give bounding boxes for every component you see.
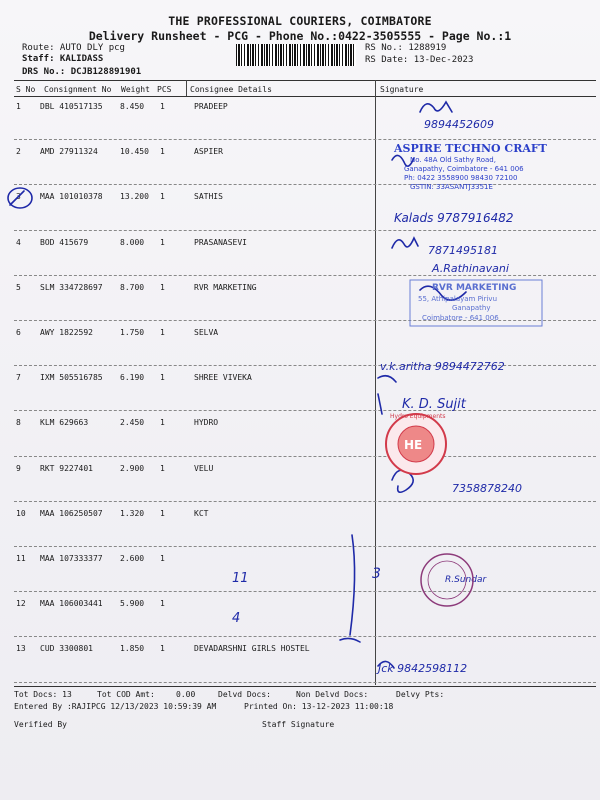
verified-by: Verified By (14, 720, 67, 729)
row-consignee: ASPIER (194, 147, 223, 157)
row-sno: 3 (16, 192, 21, 202)
handwriting-row13: Jck 9842598112 (378, 662, 468, 675)
row-weight: 8.450 (120, 102, 145, 111)
col-consignment: Consignment No (44, 85, 112, 94)
row-consignment-no: CUD 3300801 (40, 644, 93, 654)
row-sno: 10 (16, 508, 26, 518)
mark-eleven: 11 (232, 571, 249, 586)
row-sno: 11 (16, 554, 26, 563)
col-weight: Weight (121, 85, 150, 94)
row-consignee: SATHIS (194, 192, 223, 202)
hydro-stamp (386, 413, 446, 474)
row-sno: 1 (16, 102, 21, 111)
row-consignment-no: SLM 334728697 (40, 282, 103, 292)
handwriting-row7: v.k.aritha 9894472762 (380, 360, 505, 373)
row-weight: 13.200 (120, 192, 149, 202)
row-weight: 1.750 (120, 328, 145, 337)
row-consignment-no: MAA 106003441 (40, 599, 103, 609)
circle-mark-row3 (8, 188, 32, 208)
col-consignee: Consignee Details (190, 85, 272, 94)
row-sno: 9 (16, 463, 21, 473)
row-consignment-no: MAA 101010378 (40, 192, 103, 202)
hydro-stamp-text: Hydro Equipments (390, 413, 446, 420)
total-docs: Tot Docs: 13 (14, 690, 72, 699)
row-weight: 1.320 (120, 508, 145, 518)
row-consignee: VELU (194, 463, 214, 473)
row-sno: 7 (16, 373, 21, 383)
row-consignment-no: RKT 9227401 (40, 463, 93, 473)
aspire-stamp-line4: GSTIN: 33ASANTJ3351E (410, 183, 493, 191)
row-weight: 5.900 (120, 599, 145, 609)
printed-on: Printed On: 13-12-2023 11:00:18 (244, 702, 394, 711)
row-weight: 2.600 (120, 554, 145, 563)
row-consignment-no: IXM 505516785 (40, 373, 103, 383)
delivery-points: Delvy Pts: (396, 690, 445, 699)
row-pcs: 1 (160, 554, 165, 563)
row-sno: 4 (16, 237, 21, 247)
row-pcs: 1 (160, 463, 165, 473)
route-label: Route: AUTO DLY pcg (22, 43, 125, 53)
company-title: THE PROFESSIONAL COURIERS, COIMBATORE (168, 14, 432, 28)
row-consignee: PRADEEP (194, 102, 228, 111)
row-pcs: 1 (160, 373, 165, 383)
row-weight: 8.700 (120, 282, 145, 292)
entered-by: Entered By :RAJIPCG 12/13/2023 10:59:39 AM (14, 702, 217, 711)
col-signature: Signature (380, 85, 424, 94)
staff-label: Staff: KALIDASS (22, 54, 104, 64)
row-consignment-no: MAA 106250507 (40, 508, 103, 518)
col-sno: S No (16, 85, 36, 94)
row-weight: 1.850 (120, 644, 145, 654)
row-consignment-no: MAA 107333377 (40, 554, 103, 563)
row-consignment-no: BOD 415679 (40, 237, 89, 247)
total-cod-value: 0.00 (176, 690, 196, 699)
delivered-docs: Delvd Docs: (218, 690, 271, 699)
drs-number: DRS No.: DCJB128891901 (22, 67, 142, 77)
handwriting-row9: 7358878240 (452, 482, 522, 495)
aspire-stamp-line1: No. 48A Old Sathy Road, (410, 156, 496, 164)
row-weight: 10.450 (120, 147, 149, 157)
col-pcs: PCS (157, 85, 172, 94)
aspire-stamp-line3: Ph: 0422 3558900 98430 72100 (404, 174, 518, 182)
bracket-mark (350, 535, 355, 635)
row-consignment-no: AWY 1822592 (40, 328, 93, 337)
rs-date: RS Date: 13-Dec-2023 (365, 55, 474, 65)
non-delivered-docs: Non Delvd Docs: (296, 690, 369, 699)
rvr-stamp-line1: 55, Athipalayam Pirivu (418, 295, 498, 303)
row-sno: 13 (16, 644, 26, 654)
signature-row4 (392, 238, 418, 248)
signature-row1 (420, 102, 452, 112)
handwriting-row1: 9894452609 (424, 118, 494, 131)
svg-text:HE: HE (404, 438, 423, 452)
handwriting-row4b: A.Rathinavani (432, 262, 509, 275)
row-consignee: PRASANASEVI (194, 237, 247, 247)
rvr-stamp-name: RVR MARKETING (432, 283, 517, 293)
row-consignment-no: AMD 27911324 (40, 147, 98, 157)
aspire-stamp-name: ASPIRE TECHNO CRAFT (394, 142, 547, 155)
row-pcs: 1 (160, 644, 165, 654)
row-weight: 2.450 (120, 418, 145, 428)
rvr-stamp-line2: Ganapathy (452, 304, 491, 312)
total-cod-label: Tot COD Amt: (97, 690, 155, 699)
runsheet-subtitle: Delivery Runsheet - PCG - Phone No.:0422-3505555 - Page No.:1 (88, 29, 512, 43)
aspire-stamp-line2: Ganapathy, Coimbatore - 641 006 (404, 165, 524, 173)
row-consignee: RVR MARKETING (194, 282, 257, 292)
row-weight: 2.900 (120, 463, 145, 473)
row-pcs: 1 (160, 418, 165, 428)
row-consignee: HYDRO (194, 418, 219, 428)
row-sno: 6 (16, 328, 21, 337)
row-pcs: 1 (160, 147, 165, 157)
row-consignee: SHREE VIVEKA (194, 373, 252, 383)
row-sno: 5 (16, 282, 21, 292)
row-pcs: 1 (160, 102, 165, 111)
row-pcs: 1 (160, 282, 165, 292)
handwriting-row3: Kalads 9787916482 (394, 211, 514, 225)
mark-twelve: 4 (232, 611, 241, 626)
row-pcs: 1 (160, 328, 165, 337)
row-consignee: KCT (194, 508, 209, 518)
handwriting-row11: R.Sundar (445, 575, 487, 585)
handwriting-row4a: 7871495181 (428, 244, 498, 257)
row-pcs: 1 (160, 237, 165, 247)
row-sno: 8 (16, 418, 21, 428)
rs-number: RS No.: 1288919 (365, 43, 447, 53)
staff-signature: Staff Signature (262, 720, 335, 729)
row-sno: 12 (16, 599, 26, 609)
row-pcs: 1 (160, 192, 165, 202)
row-pcs: 1 (160, 599, 165, 609)
aspire-stamp (393, 142, 548, 191)
row-weight: 6.190 (120, 373, 145, 383)
row-consignment-no: KLM 629663 (40, 418, 89, 428)
handwriting-row8: K. D. Sujit (402, 397, 466, 412)
rvr-stamp-line3: Coimbatore - 641 006 (422, 314, 499, 322)
row-sno: 2 (16, 147, 21, 157)
row-consignment-no: DBL 410517135 (40, 102, 103, 111)
row-pcs: 1 (160, 508, 165, 518)
row-consignee: SELVA (194, 328, 219, 337)
mark-three: 3 (372, 566, 381, 582)
row-consignee: DEVADARSHNI GIRLS HOSTEL (194, 644, 310, 654)
row-weight: 8.000 (120, 237, 145, 247)
